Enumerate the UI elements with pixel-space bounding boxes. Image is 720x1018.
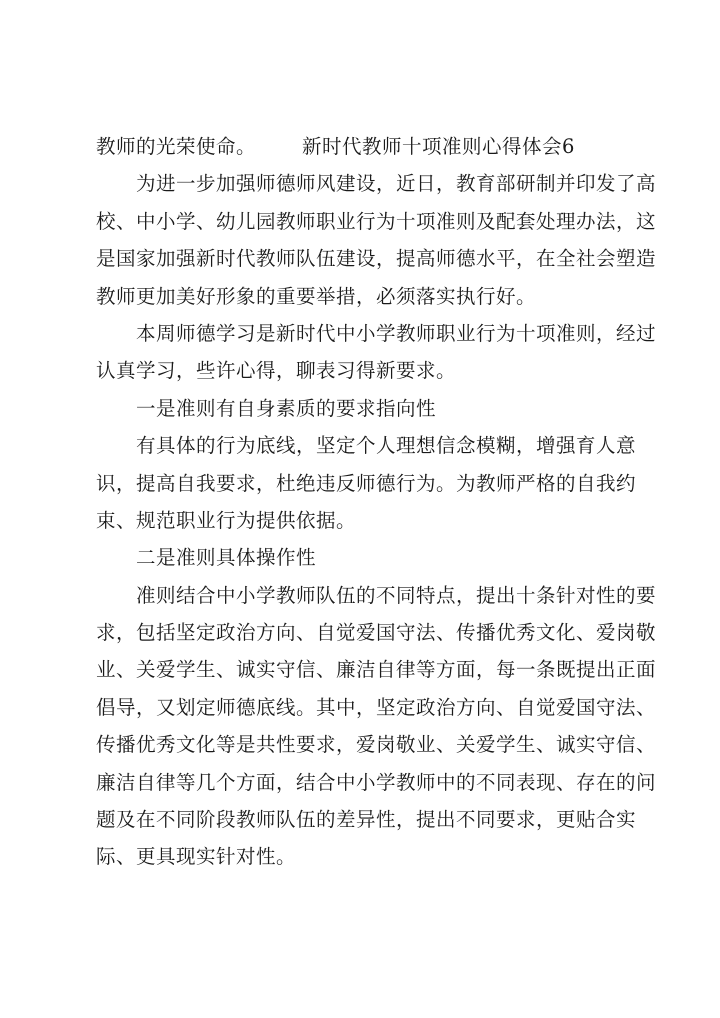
paragraph-1-line-3: 是国家加强新时代教师队伍建设，提高师德水平，在全社会塑造 (96, 247, 657, 271)
heading-line (96, 128, 668, 165)
paragraph-2-line-2: 认真学习，些许心得，聊表习得新要求。 (96, 359, 457, 383)
paragraph-4-line-1: 准则结合中小学教师队伍的不同特点，提出十条针对性的要 (136, 583, 657, 607)
paragraph-4-line-7: 题及在不同阶段教师队伍的差异性，提出不同要求，更贴合实 (96, 808, 637, 832)
subheading-2: 二是准则具体操作性 (136, 546, 317, 570)
paragraph-3-line-3: 束、规范职业行为提供依据。 (96, 508, 357, 532)
paragraph-4-line-6: 廉洁自律等几个方面，结合中小学教师中的不同表现、存在的问 (96, 770, 657, 794)
intro-tail-text: 教师的光荣使命。 (96, 135, 257, 158)
paragraph-4-line-8: 际、更具现实针对性。 (96, 845, 297, 869)
paragraph-3-line-2: 识，提高自我要求，杜绝违反师德行为。为教师严格的自我约 (96, 471, 637, 495)
paragraph-1-line-4: 教师更加美好形象的重要举措，必须落实执行好。 (96, 284, 537, 308)
section-title: 新时代教师十项准则心得体会6 (302, 135, 575, 158)
paragraph-1-line-1: 为进一步加强师德师风建设，近日，教育部研制并印发了高 (136, 172, 657, 196)
paragraph-2-line-1: 本周师德学习是新时代中小学教师职业行为十项准则，经过 (136, 321, 657, 345)
paragraph-4-line-4: 倡导，又划定师德底线。其中，坚定政治方向、自觉爱国守法、 (96, 695, 657, 719)
paragraph-4-line-5: 传播优秀文化等是共性要求，爱岗敬业、关爱学生、诚实守信、 (96, 733, 657, 757)
paragraph-4-line-3: 业、关爱学生、诚实守信、廉洁自律等方面，每一条既提出正面 (96, 658, 657, 682)
paragraph-3-line-1: 有具体的行为底线，坚定个人理想信念模糊，增强育人意 (136, 434, 637, 458)
paragraph-4-line-2: 求，包括坚定政治方向、自觉爱国守法、传播优秀文化、爱岗敬 (96, 621, 657, 645)
subheading-1: 一是准则有自身素质的要求指向性 (136, 396, 437, 420)
paragraph-1-line-2: 校、中小学、幼儿园教师职业行为十项准则及配套处理办法，这 (96, 209, 657, 233)
document-body (96, 128, 668, 876)
